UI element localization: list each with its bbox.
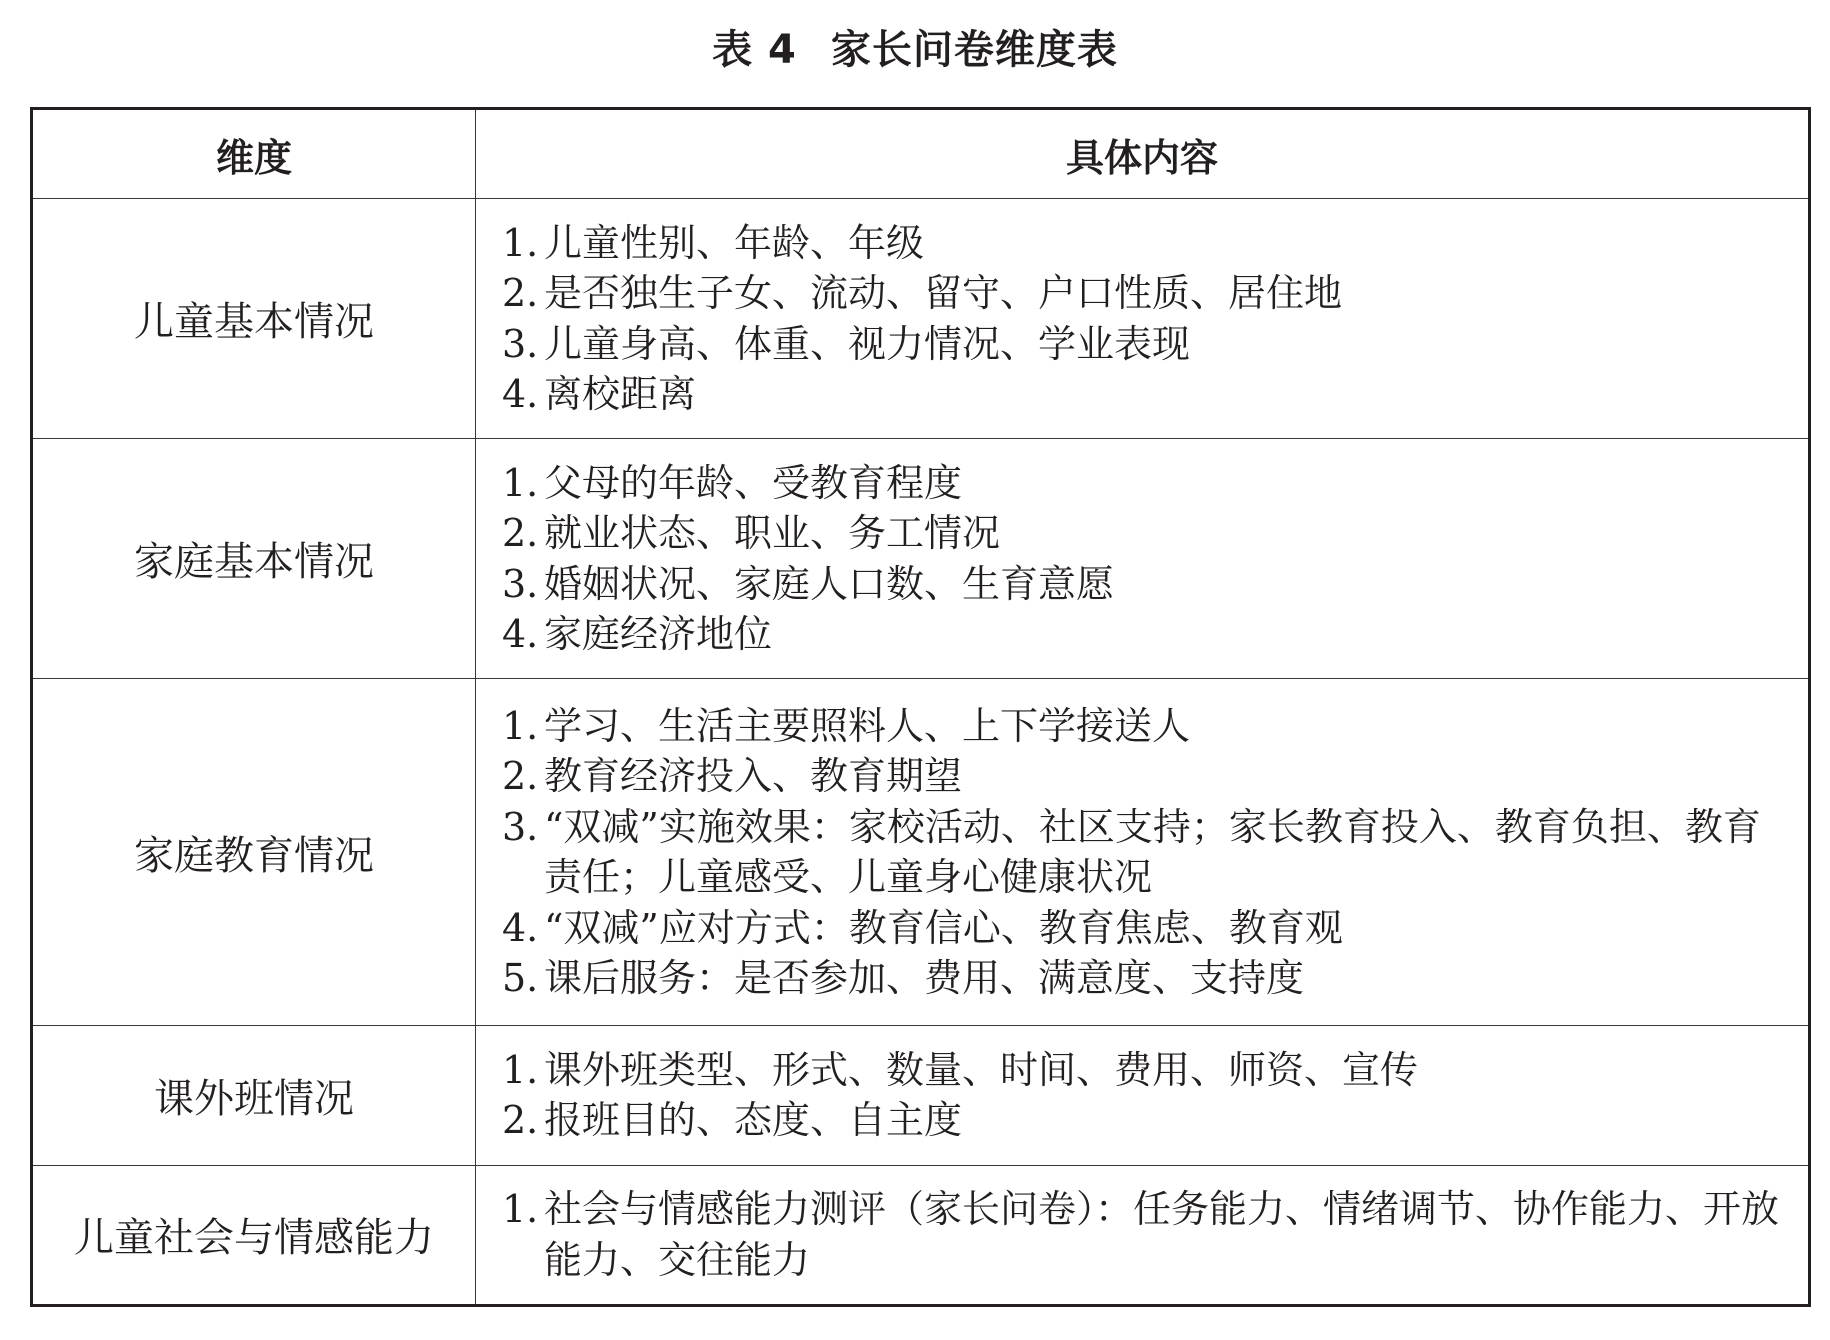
- item-number: 2.: [502, 1098, 539, 1143]
- dimension-table: [30, 107, 1811, 1307]
- item-number: 4.: [502, 372, 539, 417]
- table-row: [32, 679, 1810, 1025]
- content-cell: [476, 1025, 1810, 1165]
- table-row: [32, 1165, 1810, 1305]
- item-number: 2.: [502, 511, 539, 556]
- item-text: 就业状态、职业、务工情况: [544, 511, 1001, 556]
- content-cell: [476, 439, 1810, 679]
- item-text: 课后服务：是否参加、费用、满意度、支持度: [544, 956, 1305, 1001]
- item-text: 儿童性别、年龄、年级: [544, 220, 925, 265]
- list-item: [502, 268, 1794, 319]
- item-number: 5.: [502, 956, 539, 1001]
- list-item: [502, 1095, 1794, 1146]
- table-number: 表 4: [712, 27, 797, 73]
- list-item: [502, 609, 1794, 660]
- item-number: 1.: [502, 1047, 539, 1092]
- item-number: 3.: [502, 561, 539, 606]
- item-number: 4.: [502, 905, 539, 950]
- list-item: [502, 369, 1794, 420]
- header-row: [32, 109, 1810, 199]
- item-text: 婚姻状况、家庭人口数、生育意愿: [544, 561, 1115, 606]
- item-text: 课外班类型、形式、数量、时间、费用、师资、宣传: [544, 1047, 1419, 1092]
- item-number: 4.: [502, 612, 539, 657]
- item-number: 1.: [502, 220, 539, 265]
- item-text: 儿童身高、体重、视力情况、学业表现: [544, 321, 1191, 366]
- item-number: 1.: [502, 460, 539, 505]
- header-dimension: 维度: [32, 109, 476, 199]
- table-row: [32, 199, 1810, 439]
- dimension-cell: 家庭基本情况: [32, 439, 476, 679]
- item-text: 父母的年龄、受教育程度: [544, 460, 963, 505]
- item-number: 1.: [502, 703, 539, 748]
- item-text: 学习、生活主要照料人、上下学接送人: [544, 703, 1191, 748]
- item-text: 报班目的、态度、自主度: [544, 1098, 963, 1143]
- item-number: 1.: [502, 1187, 539, 1232]
- item-text: 教育经济投入、教育期望: [544, 754, 963, 799]
- table-row: [32, 1025, 1810, 1165]
- table-title-text: 家长问卷维度表: [830, 27, 1118, 73]
- list-item: [502, 903, 1794, 954]
- list-item: [502, 802, 1794, 903]
- header-content: 具体内容: [476, 109, 1810, 199]
- dimension-cell: 课外班情况: [32, 1025, 476, 1165]
- list-item: [502, 701, 1794, 752]
- item-text: 是否独生子女、流动、留守、户口性质、居住地: [544, 271, 1343, 316]
- table-row: [32, 439, 1810, 679]
- item-text: 社会与情感能力测评（家长问卷）：任务能力、情绪调节、协作能力、开放能力、交往能力: [544, 1187, 1780, 1282]
- content-cell: [476, 1165, 1810, 1305]
- list-item: [502, 218, 1794, 269]
- dimension-cell: 儿童社会与情感能力: [32, 1165, 476, 1305]
- list-item: [502, 1184, 1794, 1285]
- item-number: 3.: [502, 321, 539, 366]
- list-item: [502, 953, 1794, 1004]
- dimension-cell: 儿童基本情况: [32, 199, 476, 439]
- list-item: [502, 458, 1794, 509]
- content-cell: [476, 199, 1810, 439]
- item-text: “双减”应对方式：教育信心、教育焦虑、教育观: [544, 905, 1343, 950]
- item-number: 3.: [502, 804, 539, 849]
- item-number: 2.: [502, 271, 539, 316]
- list-item: [502, 319, 1794, 370]
- content-cell: [476, 679, 1810, 1025]
- dimension-cell: 家庭教育情况: [32, 679, 476, 1025]
- item-text: 家庭经济地位: [544, 612, 773, 657]
- list-item: [502, 559, 1794, 610]
- item-text: “双减”实施效果：家校活动、社区支持；家长教育投入、教育负担、教育责任；儿童感受、儿童身心健康状况: [544, 804, 1761, 900]
- table-title: [0, 18, 1830, 75]
- list-item: [502, 1045, 1794, 1096]
- list-item: [502, 508, 1794, 559]
- item-number: 2.: [502, 754, 539, 799]
- item-text: 离校距离: [544, 372, 697, 417]
- list-item: [502, 751, 1794, 802]
